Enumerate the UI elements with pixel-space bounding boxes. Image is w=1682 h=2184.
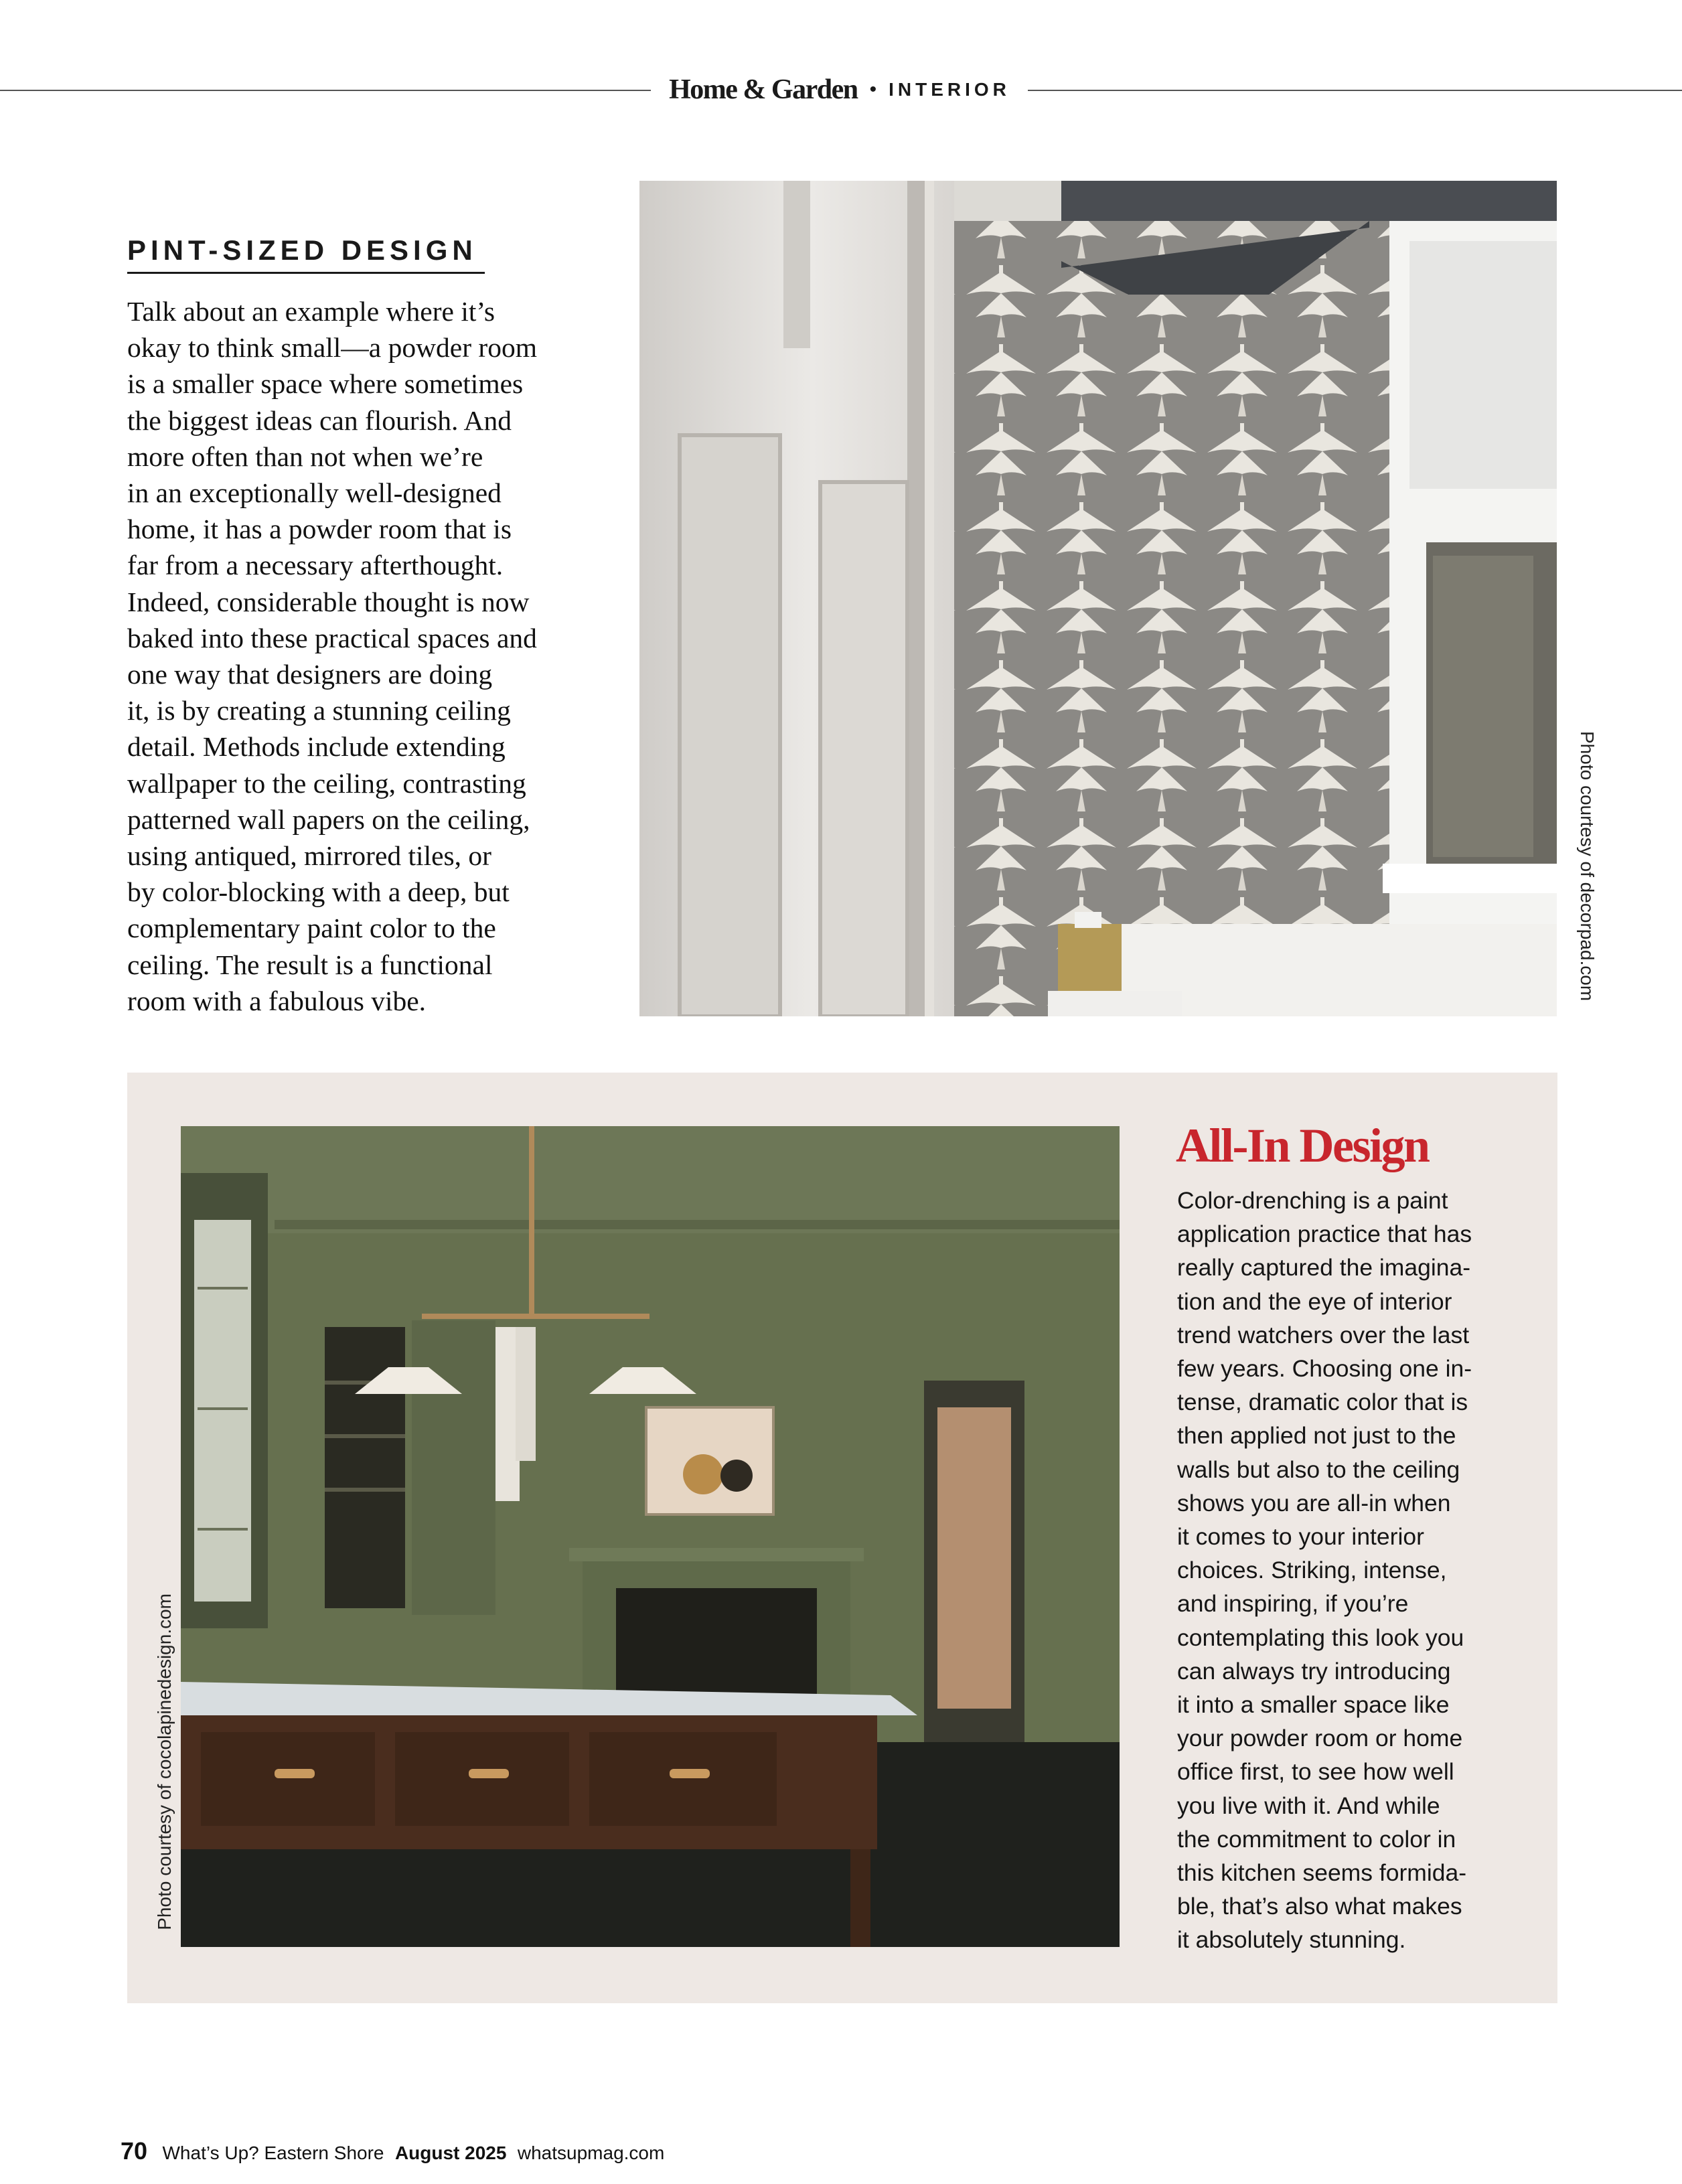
article-line: detail. Methods include extending — [127, 731, 506, 763]
page-number: 70 — [121, 2137, 148, 2165]
header-separator: • — [869, 78, 877, 100]
article-line: baked into these practical spaces and — [127, 622, 537, 653]
sidebar-line: really captured the imagina- — [1177, 1254, 1471, 1281]
green-kitchen-photo — [181, 1126, 1120, 1947]
sidebar-line: your powder room or home — [1177, 1725, 1463, 1752]
photo-credit-cocolapine — [154, 1593, 177, 1948]
sidebar-line: and inspiring, if you’re — [1177, 1590, 1409, 1618]
sidebar-line: you live with it. And while — [1177, 1792, 1440, 1819]
sidebar-line: contemplating this look you — [1177, 1624, 1464, 1651]
running-header — [664, 70, 1015, 110]
header-rule-right — [1028, 90, 1682, 91]
article-line: it, is by creating a stunning ceiling — [127, 695, 511, 726]
article-line: okay to think small—a powder room — [127, 332, 538, 364]
sidebar-line: walls but also to the ceiling — [1177, 1456, 1460, 1483]
page-footer — [121, 2137, 664, 2165]
sidebar-line: Color-drenching is a paint — [1177, 1187, 1448, 1214]
article-line: Indeed, considerable thought is now — [127, 586, 530, 617]
sidebar-line: choices. Striking, intense, — [1177, 1557, 1447, 1584]
publication-name: What’s Up? Eastern Shore — [162, 2142, 384, 2163]
sidebar-line: the commitment to color in — [1177, 1825, 1456, 1853]
article-line: far from a necessary afterthought. — [127, 550, 504, 581]
article-line: complementary paint color to the — [127, 913, 496, 944]
sidebar-line: trend watchers over the last — [1177, 1321, 1470, 1348]
article-line: in an exceptionally well-designed — [127, 477, 502, 509]
article-line: room with a fabulous vibe. — [127, 985, 427, 1016]
article-line: by color-blocking with a deep, but — [127, 876, 510, 908]
sidebar-line: tion and the eye of interior — [1177, 1288, 1452, 1315]
sidebar-line: it into a smaller space like — [1177, 1691, 1450, 1719]
photo-credit-decorpad — [1576, 731, 1599, 1019]
sidebar-line: shows you are all-in when — [1177, 1489, 1451, 1516]
sidebar-line: ble, that’s also what makes — [1177, 1893, 1462, 1920]
website: whatsupmag.com — [517, 2142, 665, 2163]
header-rule-left — [0, 90, 651, 91]
sidebar-line: it absolutely stunning. — [1177, 1926, 1406, 1954]
powder-room-photo — [639, 181, 1557, 1016]
article-line: ceiling. The result is a functional — [127, 949, 493, 980]
sidebar-title: All-In Design — [1176, 1119, 1429, 1172]
article-line: home, it has a powder room that is — [127, 514, 512, 545]
article-line: one way that designers are doing — [127, 659, 493, 690]
sidebar-line: few years. Choosing one in- — [1177, 1355, 1472, 1383]
article-line: patterned wall papers on the ceiling, — [127, 803, 530, 835]
sidebar-line: then applied not just to the — [1177, 1422, 1456, 1450]
sidebar-line: application practice that has — [1177, 1221, 1472, 1248]
header-brand: Home & Garden — [669, 74, 858, 105]
article-line: using antiqued, mirrored tiles, or — [127, 840, 491, 872]
article-line: the biggest ideas can flourish. And — [127, 404, 512, 436]
article-line: is a smaller space where sometimes — [127, 368, 524, 400]
article-kicker: PINT-SIZED DESIGN — [127, 234, 477, 266]
sidebar-line: can always try introducing — [1177, 1657, 1451, 1685]
sidebar-body — [1177, 1184, 1525, 1957]
header-section: INTERIOR — [889, 79, 1010, 100]
article-line: wallpaper to the ceiling, contrasting — [127, 767, 526, 799]
kicker-underline — [127, 272, 485, 274]
sidebar-line: office first, to see how well — [1177, 1758, 1454, 1786]
sidebar-line: it comes to your interior — [1177, 1523, 1424, 1551]
issue-date: August 2025 — [394, 2142, 507, 2163]
article-body — [127, 293, 596, 1019]
credit-text: Photo courtesy of decorpad.com — [1577, 731, 1598, 1002]
article-line: more often than not when we’re — [127, 441, 483, 472]
sidebar-line: tense, dramatic color that is — [1177, 1389, 1468, 1416]
sidebar-line: this kitchen seems formida- — [1177, 1859, 1467, 1887]
article-line: Talk about an example where it’s — [127, 296, 495, 327]
credit-text: Photo courtesy of cocolapinedesign.com — [154, 1593, 175, 1930]
